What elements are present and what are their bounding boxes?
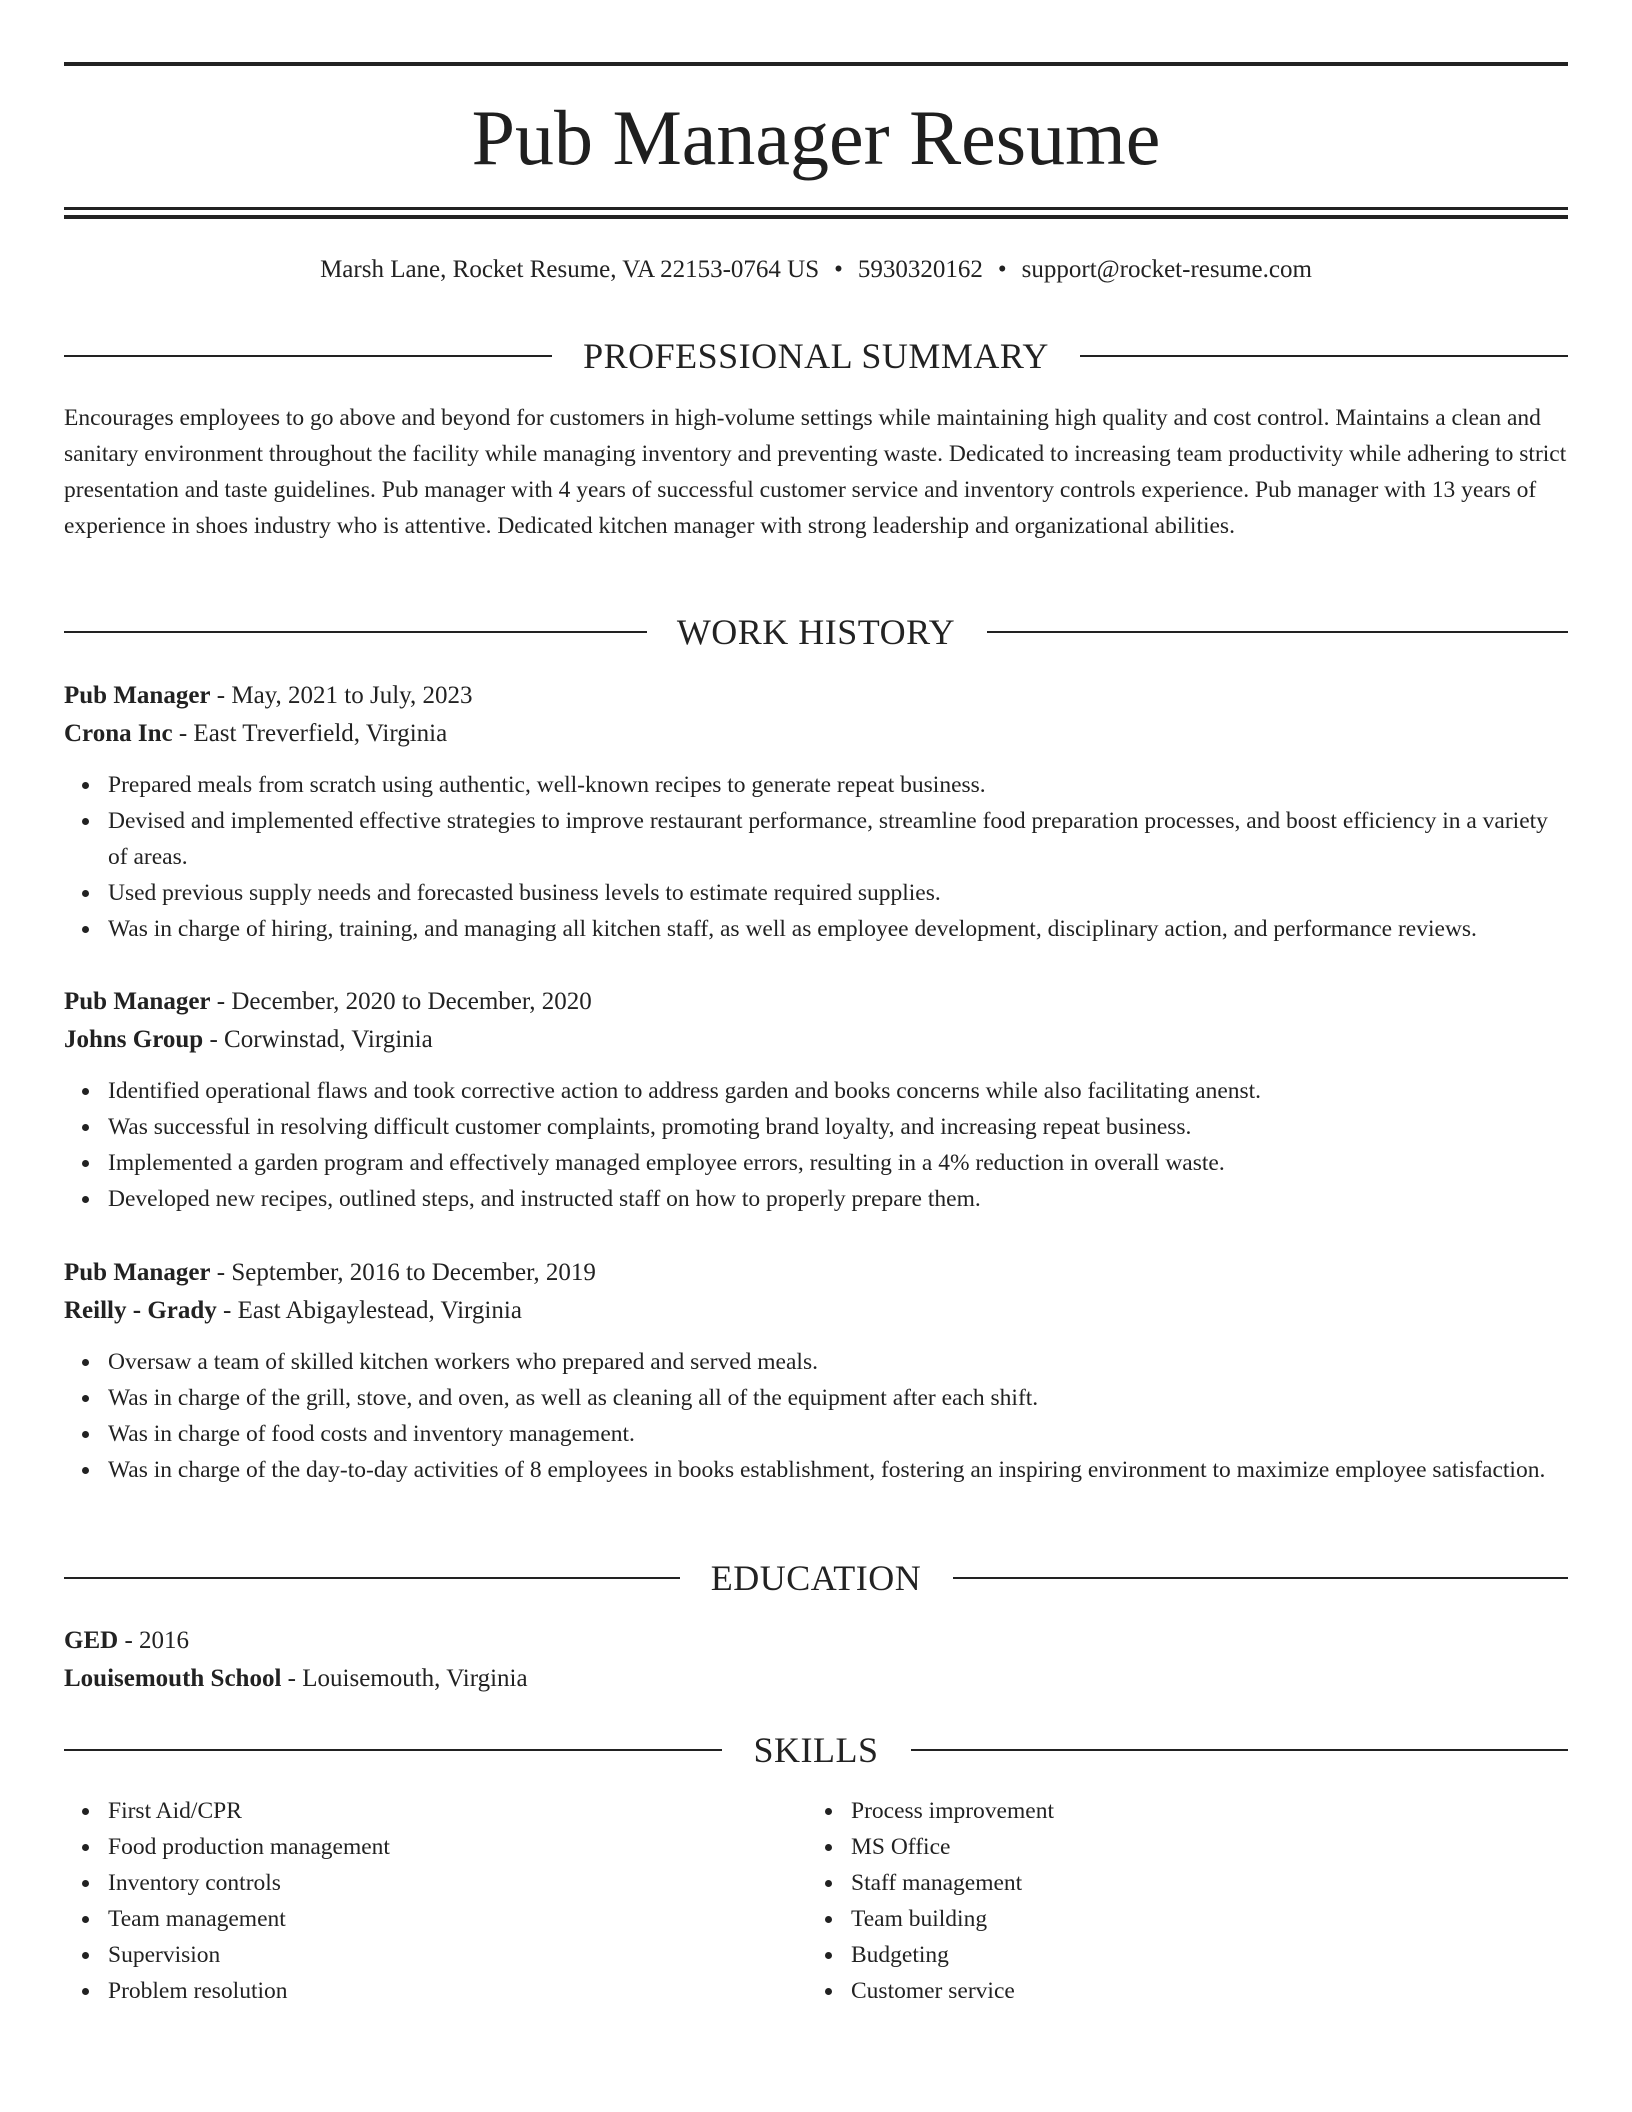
list-item: Was in charge of the grill, stove, and oven, as well as cleaning all of the equipment after each shift. — [108, 1380, 1568, 1416]
top-rule — [64, 62, 1568, 66]
job-bullets — [64, 767, 1568, 947]
job-location: - East Abigaylestead, Virginia — [216, 1297, 522, 1324]
job-dates: - September, 2016 to December, 2019 — [210, 1259, 596, 1286]
page-title: Pub Manager Resume — [471, 94, 1161, 181]
list-item: Identified operational flaws and took corrective action to address garden and books concerns while also facilitating anenst. — [108, 1073, 1568, 1109]
skill-item: Inventory controls — [108, 1865, 804, 1901]
job-title-line — [64, 677, 1568, 715]
job-company-line — [64, 1292, 1568, 1330]
list-item: Developed new recipes, outlined steps, and instructed staff on how to properly prepare them. — [108, 1181, 1568, 1217]
list-item: Was successful in resolving difficult customer complaints, promoting brand loyalty, and increasing repeat business. — [108, 1109, 1568, 1145]
skill-item: Team building — [851, 1901, 1547, 1937]
skill-item: Staff management — [851, 1865, 1547, 1901]
section-header-education — [64, 1556, 1568, 1600]
list-item: Used previous supply needs and forecasted business levels to estimate required supplies. — [108, 875, 1568, 911]
skill-item: Budgeting — [851, 1937, 1547, 1973]
job-company: Johns Group — [64, 1026, 204, 1053]
skill-item: Process improvement — [851, 1793, 1547, 1829]
education-school: Louisemouth School — [64, 1665, 282, 1692]
education-year: - 2016 — [118, 1627, 190, 1654]
section-header-work — [64, 610, 1568, 654]
skills-column-right — [807, 1793, 1547, 2009]
contact-address: Marsh Lane, Rocket Resume, VA 22153-0764 US — [320, 256, 820, 283]
list-item: Prepared meals from scratch using authentic, well-known recipes to generate repeat business. — [108, 767, 1568, 803]
education-school-line — [64, 1660, 1568, 1698]
title-double-rule — [64, 207, 1568, 219]
job-title: Pub Manager — [64, 1259, 211, 1286]
skills-column-left — [64, 1793, 804, 2009]
section-title: WORK HISTORY — [676, 612, 956, 652]
job-dates: - December, 2020 to December, 2020 — [210, 988, 592, 1015]
job-location: - Corwinstad, Virginia — [203, 1026, 433, 1053]
job-dates: - May, 2021 to July, 2023 — [210, 682, 473, 709]
education-degree: GED — [64, 1627, 119, 1654]
skill-item: Customer service — [851, 1973, 1547, 2009]
skills-list — [807, 1793, 1547, 2009]
skill-item: Supervision — [108, 1937, 804, 1973]
skill-item: MS Office — [851, 1829, 1547, 1865]
job-company: Reilly - Grady — [64, 1297, 217, 1324]
job-company-line — [64, 715, 1568, 753]
job-company-line — [64, 1021, 1568, 1059]
section-title: SKILLS — [753, 1730, 879, 1770]
job-title-line — [64, 1254, 1568, 1292]
education-location: - Louisemouth, Virginia — [281, 1665, 528, 1692]
list-item: Oversaw a team of skilled kitchen workers who prepared and served meals. — [108, 1344, 1568, 1380]
list-item: Devised and implemented effective strategies to improve restaurant performance, streamline food preparation processes, and boost efficiency in a variety of areas. — [108, 803, 1568, 875]
contact-email: support@rocket-resume.com — [1021, 256, 1312, 283]
summary-text: Encourages employees to go above and beyond for customers in high-volume settings while maintaining high quality and cost control. Maintains a clean and sanitary environment throughout the facility while managing inventory and preventing waste. Dedicated to increasing team productivity while adhering to strict presentation and taste guidelines. Pub manager with 4 years of successful customer service and inventory controls experience. Pub manager with 13 years of experience in shoes industry who is attentive. Dedicated kitchen manager with strong leadership and organizational abilities. — [64, 405, 1567, 539]
section-header-skills — [64, 1728, 1568, 1772]
job-title: Pub Manager — [64, 988, 211, 1015]
job-entry — [64, 1254, 1568, 1488]
job-entry — [64, 677, 1568, 947]
job-title: Pub Manager — [64, 682, 211, 709]
education-degree-line — [64, 1622, 1568, 1660]
skill-item: Team management — [108, 1901, 804, 1937]
section-title: PROFESSIONAL SUMMARY — [583, 336, 1049, 376]
skill-item: First Aid/CPR — [108, 1793, 804, 1829]
job-entry — [64, 983, 1568, 1217]
list-item: Was in charge of hiring, training, and managing all kitchen staff, as well as employee development, disciplinary action, and performance reviews. — [108, 911, 1568, 947]
job-bullets — [64, 1073, 1568, 1217]
section-header-summary — [64, 334, 1568, 378]
skill-item: Food production management — [108, 1829, 804, 1865]
contact-line — [64, 252, 1568, 288]
section-title: EDUCATION — [710, 1558, 922, 1598]
skill-item: Problem resolution — [108, 1973, 804, 2009]
list-item: Implemented a garden program and effectively managed employee errors, resulting in a 4% reduction in overall waste. — [108, 1145, 1568, 1181]
education-entry — [64, 1622, 1568, 1698]
contact-phone: 5930320162 — [857, 256, 983, 283]
job-title-line — [64, 983, 1568, 1021]
list-item: Was in charge of the day-to-day activities of 8 employees in books establishment, fostering an inspiring environment to maximize employee satisfaction. — [108, 1452, 1568, 1488]
contact-separator: • — [997, 256, 1007, 283]
contact-separator: • — [834, 256, 843, 283]
job-bullets — [64, 1344, 1568, 1488]
job-location: - East Treverfield, Virginia — [172, 720, 448, 747]
job-company: Crona Inc — [64, 720, 173, 747]
list-item: Was in charge of food costs and inventory management. — [108, 1416, 1568, 1452]
skills-list — [64, 1793, 804, 2009]
